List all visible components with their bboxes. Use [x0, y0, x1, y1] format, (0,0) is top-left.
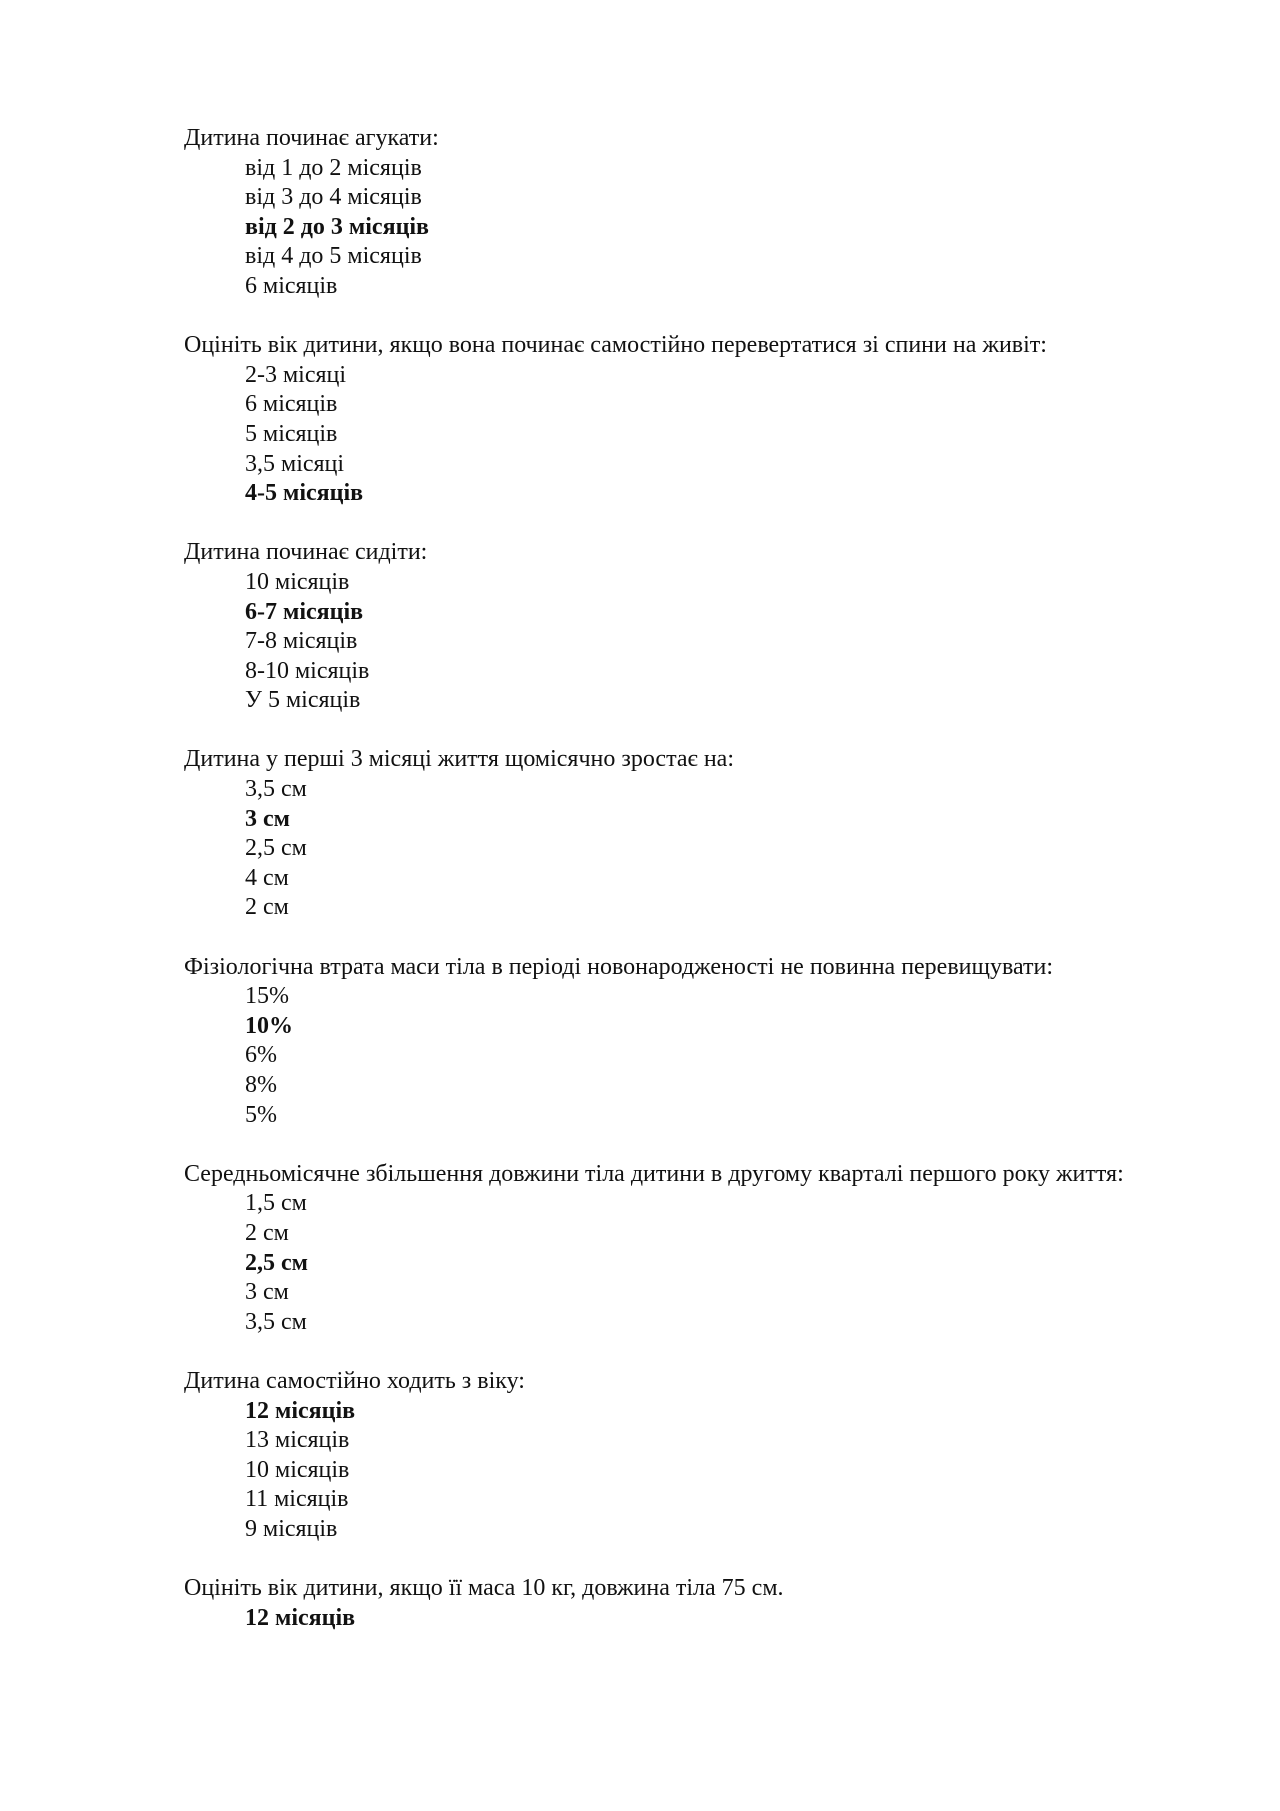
answer-options [184, 1604, 1194, 1634]
answer-option: 8-10 місяців [245, 657, 370, 684]
answer-option: 3,5 см [245, 1308, 307, 1335]
answer-option: 1,5 см [245, 1190, 307, 1217]
answer-option: 4 см [245, 864, 289, 891]
answer-option: 7-8 місяців [245, 628, 358, 655]
question-text: Дитина самостійно ходить з віку: [184, 1367, 525, 1394]
answer-option-correct: 12 місяців [245, 1397, 356, 1424]
document-page [184, 124, 1194, 1663]
answer-option-correct: 4-5 місяців [245, 480, 364, 507]
answer-option: 6 місяців [245, 272, 338, 299]
answer-option: 5 місяців [245, 420, 338, 447]
question-text: Оцініть вік дитини, якщо вона починає самостійно перевертатися зі спини на живіт: [184, 332, 1047, 359]
question-7 [184, 1367, 1194, 1545]
answer-option: 3 см [245, 1279, 289, 1306]
question-3 [184, 538, 1194, 716]
question-2 [184, 331, 1194, 509]
answer-option: від 3 до 4 місяців [245, 184, 422, 211]
question-8 [184, 1574, 1194, 1633]
question-text: Дитина починає сидіти: [184, 539, 428, 566]
answer-option-correct: 3 см [245, 805, 290, 832]
answer-option: 13 місяців [245, 1427, 350, 1454]
question-text: Середньомісячне збільшення довжини тіла дитини в другому кварталі першого року життя: [184, 1160, 1124, 1187]
answer-option: 9 місяців [245, 1515, 338, 1542]
answer-option: 10 місяців [245, 1456, 350, 1483]
answer-option: 8% [245, 1072, 277, 1098]
answer-option: 2 см [245, 1219, 289, 1246]
answer-option: 5% [245, 1101, 277, 1128]
answer-options [184, 154, 1194, 302]
answer-option: 15% [245, 983, 289, 1010]
answer-option: 6% [245, 1042, 277, 1069]
answer-option: 3,5 см [245, 776, 307, 803]
answer-option-correct: 12 місяців [245, 1604, 356, 1631]
answer-option: 2-3 місяці [245, 361, 347, 388]
answer-option-correct: від 2 до 3 місяців [245, 213, 430, 240]
answer-options [184, 1189, 1194, 1337]
answer-option: від 4 до 5 місяців [245, 243, 422, 270]
answer-option: 2,5 см [245, 835, 307, 862]
answer-options [184, 775, 1194, 923]
answer-options [184, 1397, 1194, 1545]
question-6 [184, 1160, 1194, 1338]
answer-options [184, 982, 1194, 1130]
question-text: Дитина у перші 3 місяці життя щомісячно зростає на: [184, 746, 734, 773]
answer-options [184, 568, 1194, 716]
answer-option: 2 см [245, 894, 289, 921]
question-4 [184, 745, 1194, 923]
answer-option-correct: 10% [245, 1012, 293, 1039]
question-5 [184, 953, 1194, 1131]
question-text: Фізіологічна втрата маси тіла в періоді новонародженості не повинна перевищувати: [184, 953, 1054, 980]
answer-option: У 5 місяців [245, 687, 361, 714]
answer-option: 6 місяців [245, 391, 338, 418]
answer-option: 11 місяців [245, 1486, 349, 1513]
question-text: Оцініть вік дитини, якщо її маса 10 кг, довжина тіла 75 см. [184, 1575, 784, 1602]
answer-option-correct: 2,5 см [245, 1249, 308, 1276]
answer-option: 3,5 місяці [245, 450, 345, 477]
answer-option: від 1 до 2 місяців [245, 154, 422, 181]
question-1 [184, 124, 1194, 302]
question-text: Дитина починає агукати: [184, 125, 439, 151]
answer-options [184, 361, 1194, 509]
answer-option-correct: 6-7 місяців [245, 598, 364, 625]
answer-option: 10 місяців [245, 568, 350, 595]
